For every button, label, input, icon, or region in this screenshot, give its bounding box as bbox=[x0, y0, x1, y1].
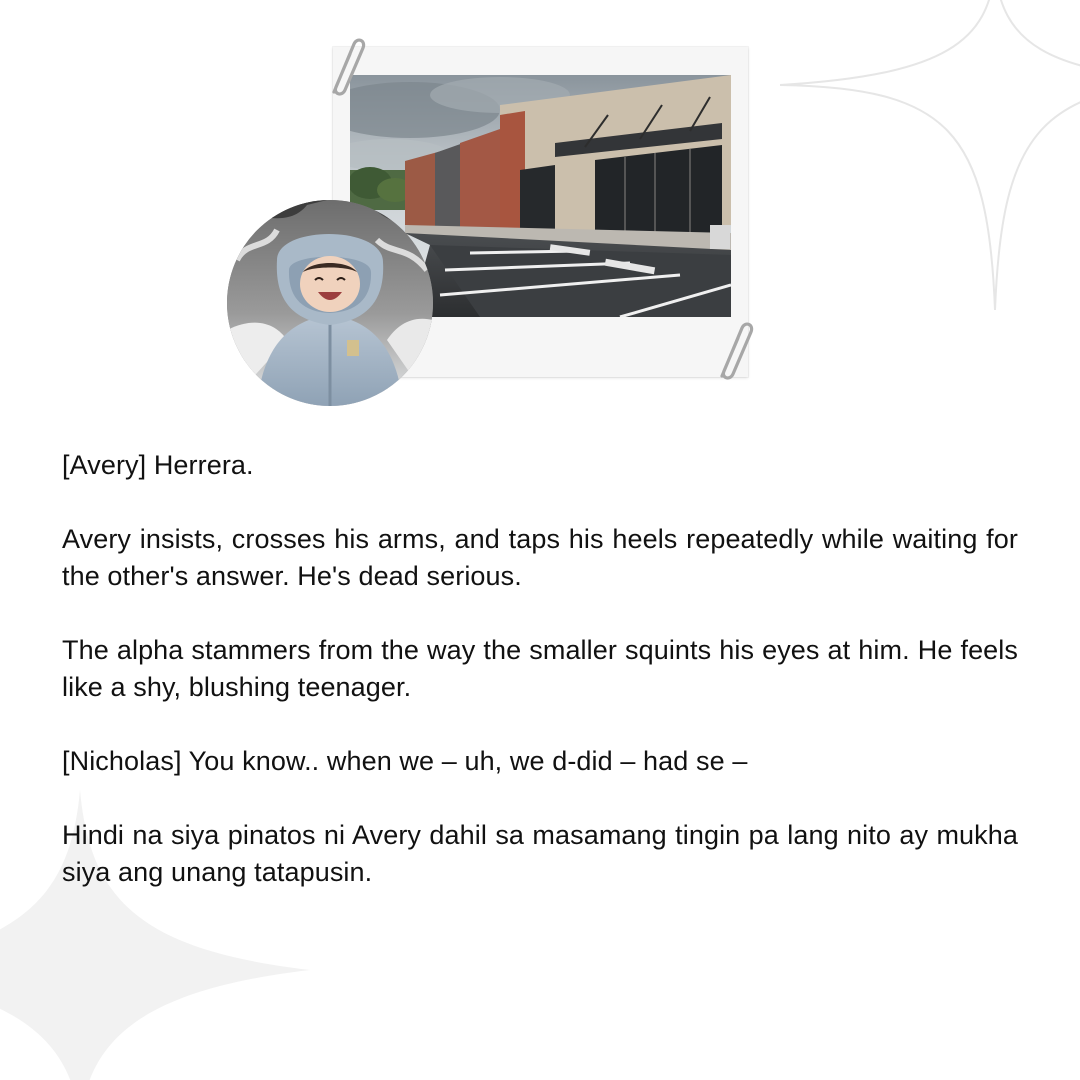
story-paragraph: [Nicholas] You know.. when we – uh, we d-did – had se – bbox=[62, 746, 748, 776]
character-avatar bbox=[227, 200, 433, 406]
story-paragraph: [Avery] Herrera. bbox=[62, 450, 254, 480]
story-paragraph: Hindi na siya pinatos ni Avery dahil sa masamang tingin pa lang nito ay mukha siya ang unang tatapusin. bbox=[62, 820, 1018, 887]
story-paragraph: Avery insists, crosses his arms, and taps his heels repeatedly while waiting for the other's answer. He's dead serious. bbox=[62, 524, 1018, 591]
sparkle-outline-icon bbox=[780, 0, 1080, 320]
story-paragraph: The alpha stammers from the way the smaller squints his eyes at him. He feels like a shy, blushing teenager. bbox=[62, 635, 1018, 702]
story-text bbox=[62, 447, 1018, 928]
paperclip-icon bbox=[708, 316, 756, 384]
paperclip-icon bbox=[320, 32, 368, 100]
